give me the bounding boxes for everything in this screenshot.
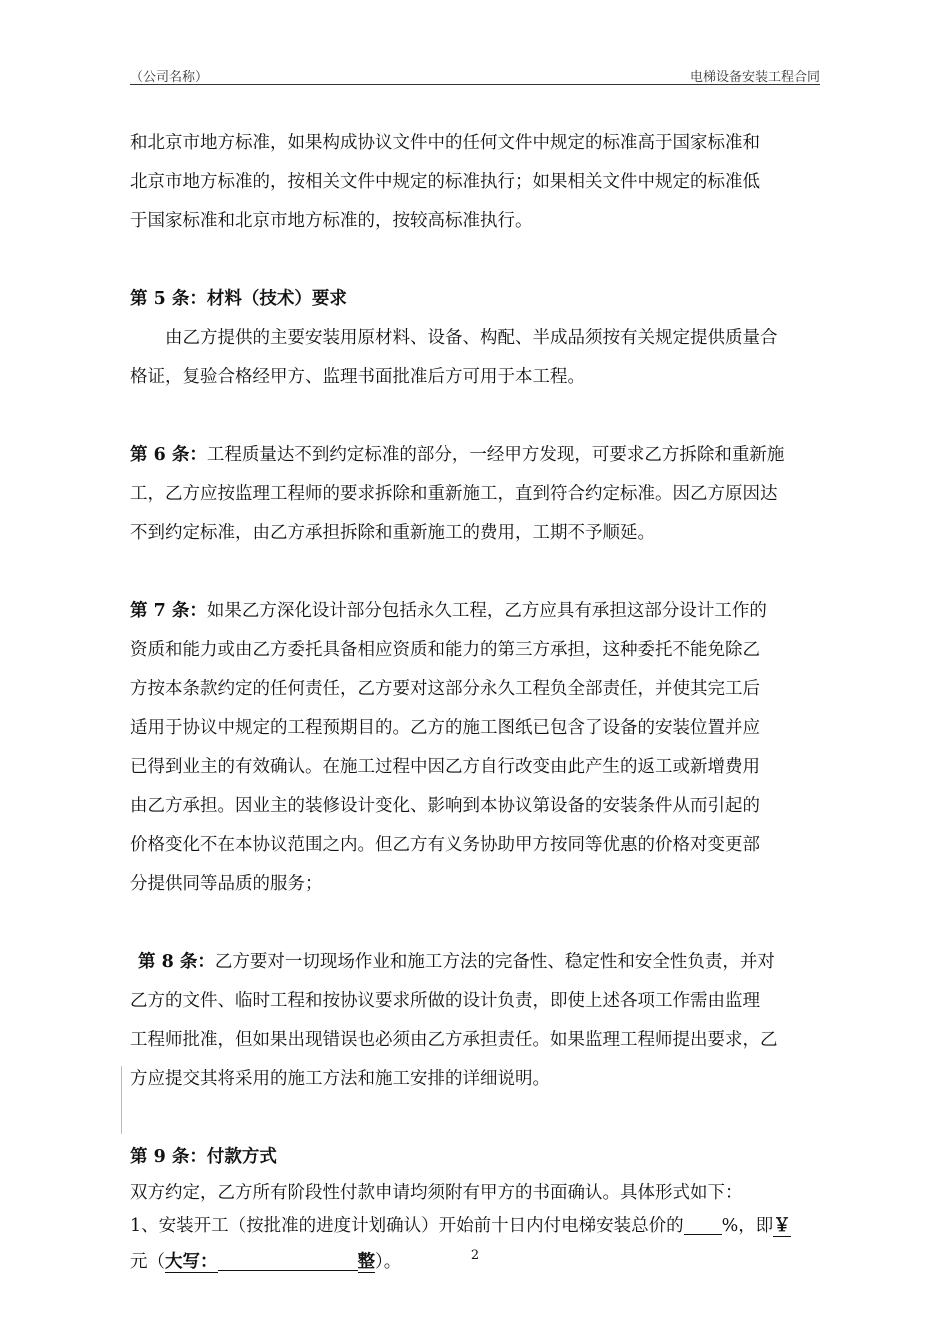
article-6-line: 第 6 条：工程质量达不到约定标准的部分，一经甲方发现，可要求乙方拆除和重新施 bbox=[130, 445, 785, 465]
article-8-line: 乙方的文件、临时工程和按协议要求所做的设计负责，即使上述各项工作需由监理 bbox=[130, 991, 760, 1011]
article-5-line: 格证，复验合格经甲方、监理书面批准后方可用于本工程。 bbox=[130, 367, 585, 387]
zheng-label: 整 bbox=[357, 1252, 375, 1272]
article-7-line: 资质和能力或由乙方委托具备相应资质和能力的第三方承担，这种委托不能免除乙 bbox=[130, 640, 760, 660]
article-8-label: 第 8 条： bbox=[138, 952, 215, 972]
article-8-line: 方应提交其将采用的施工方法和施工安排的详细说明。 bbox=[130, 1069, 550, 1089]
article-6-line: 不到约定标准，由乙方承担拆除和重新施工的费用，工期不予顺延。 bbox=[130, 523, 655, 543]
page-header bbox=[130, 66, 820, 85]
article-7-line: 已得到业主的有效确认。在施工过程中因乙方自行改变由此产生的返工或新增费用 bbox=[130, 757, 760, 777]
article-6-line: 工，乙方应按监理工程师的要求拆除和重新施工，直到符合约定标准。因乙方原因达 bbox=[130, 484, 778, 504]
article-7-line: 适用于协议中规定的工程预期目的。乙方的施工图纸已包含了设备的安装位置并应 bbox=[130, 718, 760, 738]
payment-item-1: 1、安装开工（按批准的进度计划确认）开始前十日内付电梯安装总价的 %，即￥ bbox=[130, 1216, 791, 1236]
article-8-line: 第 8 条：乙方要对一切现场作业和施工方法的完备性、稳定性和安全性负责，并对 bbox=[138, 952, 775, 972]
header-company-name: （公司名称） bbox=[130, 70, 209, 85]
intro-line: 北京市地方标准的，按相关文件中规定的标准执行；如果相关文件中规定的标准低 bbox=[130, 172, 760, 192]
article-5-line: 由乙方提供的主要安装用原材料、设备、构配、半成品须按有关规定提供质量合 bbox=[165, 328, 778, 348]
article-7-line: 价格变化不在本协议范围之内。但乙方有义务协助甲方按同等优惠的价格对变更部 bbox=[130, 835, 760, 855]
change-bar bbox=[121, 1066, 122, 1134]
article-7-line: 分提供同等品质的服务； bbox=[130, 874, 323, 894]
article-9-title: 第 9 条：付款方式 bbox=[130, 1147, 277, 1167]
article-7-line: 由乙方承担。因业主的装修设计变化、影响到本协议第设备的安装条件从而引起的 bbox=[130, 796, 760, 816]
article-5-title: 第 5 条：材料（技术）要求 bbox=[130, 289, 347, 309]
article-7-label: 第 7 条： bbox=[130, 601, 207, 621]
article-7-line: 方按本条款约定的任何责任，乙方要对这部分永久工程负全部责任，并使其完工后 bbox=[130, 679, 760, 699]
percent-blank bbox=[684, 1214, 722, 1235]
intro-line: 和北京市地方标准，如果构成协议文件中的任何文件中规定的标准高于国家标准和 bbox=[130, 133, 760, 153]
document-body bbox=[130, 124, 820, 1282]
article-8-line: 工程师批准，但如果出现错误也必须由乙方承担责任。如果监理工程师提出要求，乙 bbox=[130, 1030, 778, 1050]
intro-line: 于国家标准和北京市地方标准的，按较高标准执行。 bbox=[130, 211, 533, 231]
article-6-label: 第 6 条： bbox=[130, 445, 207, 465]
daxie-label: 大写： bbox=[165, 1252, 218, 1272]
header-doc-title: 电梯设备安装工程合同 bbox=[689, 70, 820, 85]
article-9-line: 双方约定，乙方所有阶段性付款申请均须附有甲方的书面确认。具体形式如下： bbox=[130, 1183, 743, 1203]
yen-symbol: ￥ bbox=[773, 1216, 791, 1236]
page-number: 2 bbox=[470, 1248, 480, 1263]
payment-item-1-amount: 元（大写： 整）。 bbox=[130, 1252, 402, 1272]
article-7-line: 第 7 条：如果乙方深化设计部分包括永久工程，乙方应具有承担这部分设计工作的 bbox=[130, 601, 767, 621]
